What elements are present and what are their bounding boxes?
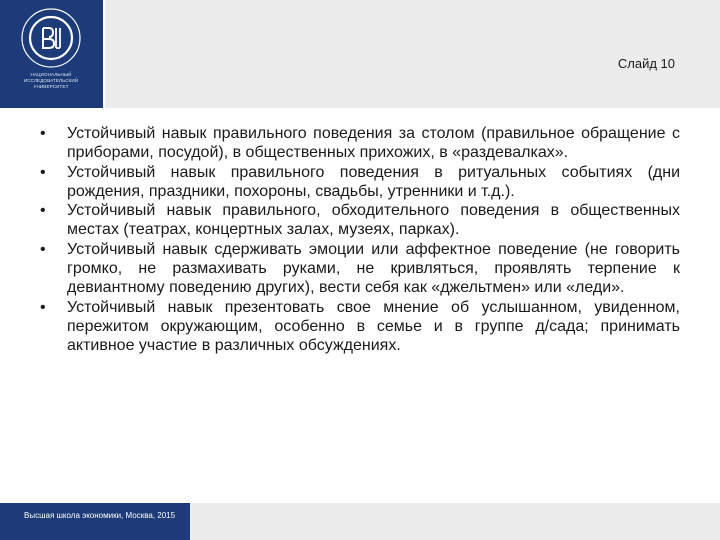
bullet-text: Устойчивый навык сдерживать эмоции или аффектное поведение (не говорить громко, не размахивать руками, не кривляться, проявлять терпение к девиантному поведению других), вести себя как «джельтмен» или «леди». — [67, 240, 680, 297]
bullet-item — [40, 124, 680, 163]
bullet-text: Устойчивый навык правильного поведения за столом (правильное обращение с приборами, посудой), в общественных прихожих, в «раздевалках». — [67, 125, 680, 162]
slide-number: Слайд 10 — [617, 56, 675, 71]
header-divider — [103, 0, 105, 108]
slide-footer — [0, 503, 720, 540]
university-name-line: НАЦИОНАЛЬНЫЙ ИССЛЕДОВАТЕЛЬСКИЙ — [23, 72, 79, 83]
slide-header — [0, 0, 720, 108]
bullet-list — [40, 124, 680, 356]
bullet-text: Устойчивый навык правильного, обходительного поведения в общественных местах (театрах, концертных залах, музеях, парках). — [67, 202, 680, 239]
bullet-item — [40, 240, 680, 298]
bullet-item — [40, 163, 680, 202]
bullet-item — [40, 298, 680, 356]
bullet-icon: • — [40, 163, 46, 181]
bullet-icon: • — [40, 240, 46, 258]
footer-text: Высшая школа экономики, Москва, 2015 — [24, 511, 176, 520]
bullet-text: Устойчивый навык правильного поведения в ритуальных событиях (дни рождения, праздники, похороны, свадьбы, утренники и т.д.). — [67, 163, 680, 200]
university-name — [8, 72, 94, 90]
logo-panel — [0, 0, 103, 108]
hse-logo-icon — [16, 4, 86, 70]
university-name-line: УНИВЕРСИТЕТ — [33, 84, 69, 89]
bullet-icon: • — [40, 298, 46, 316]
bullet-icon: • — [40, 202, 46, 220]
footer-panel — [0, 503, 190, 540]
bullet-text: Устойчивый навык презентовать свое мнение об услышанном, увиденном, пережитом окружающим, особенно в семье и в группе д/сада; принимать активное участие в различных обсуждениях. — [67, 298, 680, 355]
bullet-icon: • — [40, 125, 46, 142]
bullet-item — [40, 201, 680, 240]
